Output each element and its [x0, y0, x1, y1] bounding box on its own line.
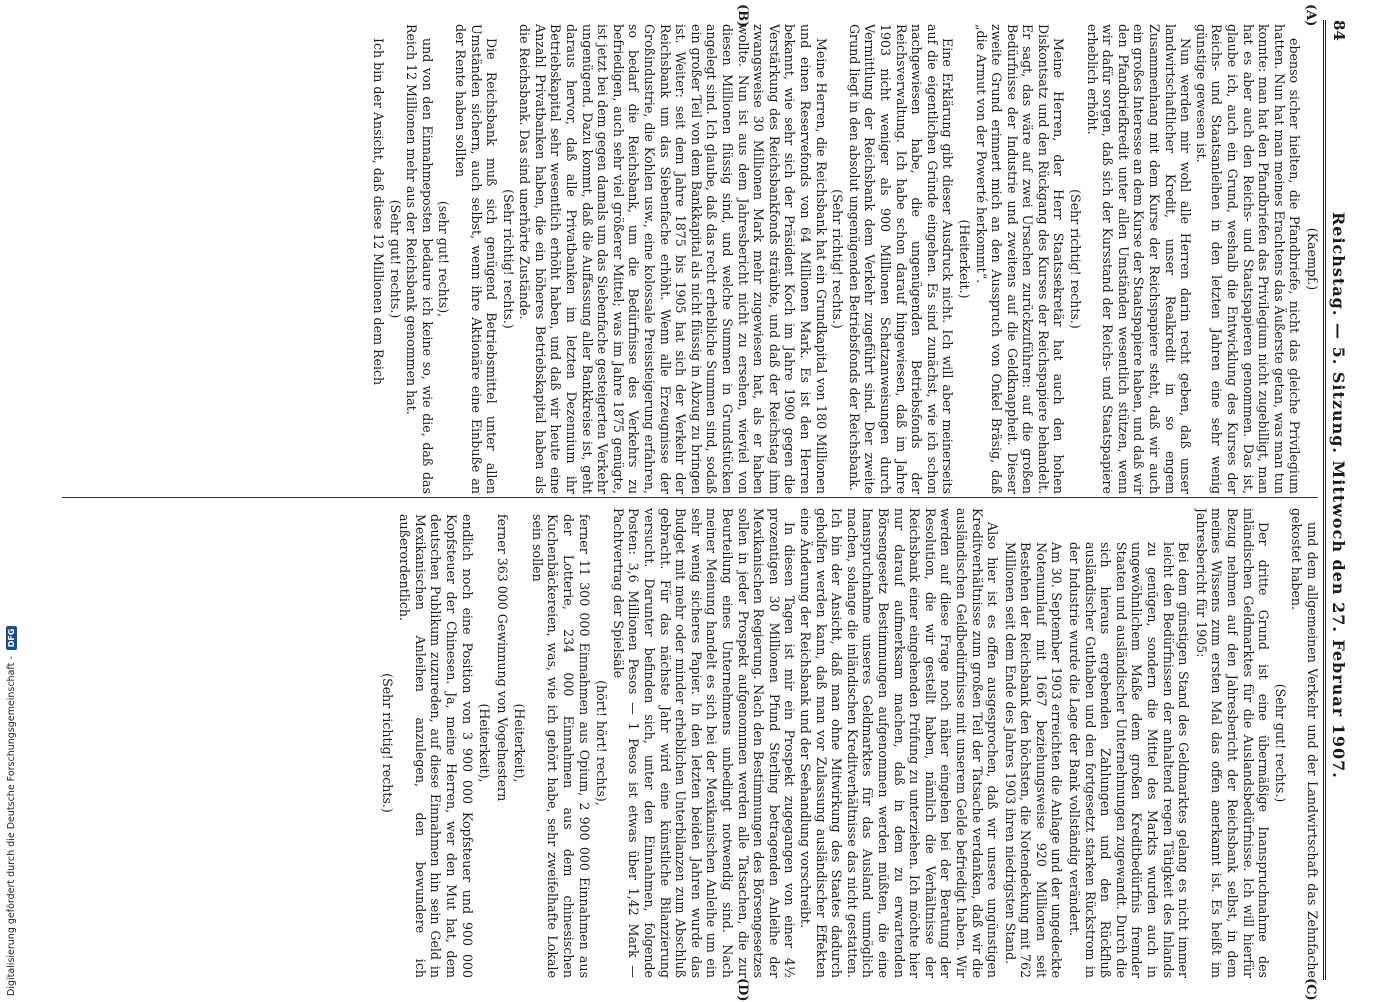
quoted-passage: Am 30. September 1903 erreichten die Anlage und der ungedeckte Notenumlauf mit 1667 beziehungsweise 920 Millionen seit Bestehen der Reichsbank den höchsten, die Notendeckung mit 762 Millionen seit dem Ende des Jahres 1903 ihren niedrigsten Stand.: [1002, 542, 1065, 978]
paragraph: Ich bin der Ansicht, daß diese 12 Millionen dem Reich: [370, 38, 386, 386]
quoted-passage: Bei dem günstigen Stand des Geldmarktes gelang es nicht immer leicht den Bedürfnissen der anhaltend regen Tätigkeit des Inlands zu genügen, sondern die Mittel des Markts wurden auch in ungewöhnlichem Maße dem großen Kreditbedürfnis fremder Staaten und ausländischer Unternehmungen zugewandt. Durch die sich hieraus ergebenden Zahlungen und den Rückfluß ausländischer Guthaben und den fortgesetzt starken Rückstrom in der Industrie wurde die Lage der Bank vollständig verändert.: [1067, 542, 1192, 978]
paragraph: und dem allgemeinen Verkehr und der Landwirtschaft das Zehnfache gekostet haben.: [1289, 508, 1320, 978]
column-divider: [62, 497, 1318, 498]
paragraph: und von den Einnahmeposten bedaure ich keine so, wie die, daß das Reich 12 Millionen mehr aus der Reichsbank genommen hat.: [404, 24, 435, 494]
interjection: (Heiterkeit),: [477, 703, 493, 783]
margin-mark-b: (B): [735, 4, 750, 28]
margin-mark-d: (D): [735, 978, 750, 1002]
paragraph: Der dritte Grund ist eine übermäßige Inanspruchnahme des inländischen Geldmarktes für die Auslandsbedürfnisse. Ich will hierfür Bezug nehmen auf den Jahresbericht der Reichsbank selbst, in dem meines Wissens zum ersten Mal das offen anerkannt ist. Es heißt im Jahresbericht für 1905:: [1193, 508, 1272, 978]
paragraph: ferner 363 000 Gewinnung von Vogelnestern: [494, 514, 510, 802]
interjection: (sehr gut! rechts),: [436, 200, 452, 318]
paragraph: ebenso sicher hielten, die Pfandbriefe, nicht das gleiche Privilegium hatten. Nun hat man meines Erachtens das Äußerste getan, was man tun konnte: man hat den Pfandbriefen das Privilegium nicht zugebilligt, man hat es aber auch den Reichs- und Staatspapieren genommen. Das ist, glaube ich, auch ein Grund, weshalb die Entwicklung des Kurses der Reichs- und Staatsanleihen in den letzten Jahren eine sehr wenig günstige gewesen ist.: [1193, 24, 1303, 494]
page-header: [1323, 20, 1352, 980]
interjection: (Sehr gut! rechts.): [387, 199, 403, 319]
interjection: (Sehr richtig! rechts.): [379, 673, 395, 813]
paragraph: endlich noch eine Position von 3 900 000 Kopfsteuer und 900 000 Kopfsteuer der Chinesen. Ja, meine Herren, wer den Mut hat, dem deutschen Publikum zuzureden, auf diese Einnahmen hin sein Geld in Mexikanischen Anleihen anzulegen, den bewundere ich außerordentlich.: [397, 514, 475, 978]
interjection: (Sehr richtig! rechts.): [830, 189, 846, 329]
interjection: (Heiterkeit),: [512, 703, 528, 783]
margin-mark-a: (A): [1303, 4, 1318, 27]
rotated-document-page: [48, 0, 1358, 1000]
paragraph: In diesen Tagen ist mir ein Prospekt zugegangen von einer 4½ prozentigen 30 Millionen Pfund Sterling betragenden Anleihe der Mexikanischen Regierung. Nach den Bestimmungen des Börsengesetzes sollen in jeder Prospekt aufgenommen werden alle Tatsachen, die zur Beurteilung eines Unternehmens unbedingt notwendig sind. Nach meiner Meinung handelt es sich bei der Mexikanischen Anleihe um ein sehr wenig sicheres Papier. In den letzten beiden Jahren wurde das Budget mit mehr oder minder erheblichen Unterbilanzen zum Abschluß gebracht. Für das nächste Jahr wird eine künstliche Bilanzierung versucht. Darunter befinden sich, unter den Einnahmen, folgende Posten: 3,6 Millionen Pesos — 1 Pesos ist etwas über 1,42 Mark — Pachtvertrag der Spielsäle: [610, 508, 798, 978]
right-column: [60, 508, 1320, 978]
paragraph: Eine Erklärung gibt dieser Ausdruck nicht. Ich will aber meinerseits auf die eigentlichen Gründe eingehen. Es sind zunächst, wie ich schon nachgewiesen habe, die ungenügenden Betriebsfonds der Reichsverwaltung. Ich habe schon darauf hingewiesen, daß im Jahre 1903 nicht weniger als 900 Millionen Schatzanweisungen durch Vermittlung der Reichsbank dem Verkehr zugeführt sind. Der zweite Grund liegt in den absolut ungenügenden Betriebsfonds der Reichsbank.: [846, 24, 956, 494]
dfg-logo: DFG: [6, 626, 17, 651]
page-number: 84: [1330, 20, 1348, 41]
interjection: (Heiterkeit.): [956, 219, 972, 299]
interjection: (Sehr richtig! rechts.): [1068, 189, 1084, 329]
paragraph: Also hier ist es offen ausgesprochen, daß wir unsere ungünstigen Kreditverhältnisse zum großen Teil der Tatsache verdanken, daß wir die ausländischen Geldbedürfnisse mit unserem Gelde befriedigt haben. Wir werden auf diese Frage noch näher eingehen bei der Beratung der Resolution, die wir gestellt haben, nämlich die Verhältnisse der Reichsbank einer eingehenden Prüfung zu unterziehen. Ich möchte hier nur darauf aufmerksam machen, daß in dem zu erwartenden Börsengesetz Bestimmungen aufgenommen werden müßten, die eine Inanspruchnahme unseres Geldmarktes für das Ausland unmöglich machen, solange die inländischen Kreditverhältnisse das nicht gestatten. Ich bin der Ansicht, daß man ohne Mitwirkung des Staates dadurch geholfen werden kann, daß man vor Zulassung ausländischer Effekten eine Änderung der Reichsbank und der Seehandlung vorschreibt.: [798, 508, 1001, 978]
interjection: (hört! hört! rechts),: [594, 680, 610, 806]
margin-mark-c: (C): [1303, 978, 1318, 1001]
paragraph: Nun werden mir wohl alle Herren darin recht geben, daß unser landwirtschaftlicher Kredit, unser Realkredit in so engem Zusammenhang mit dem Kurse der Reichspapiere steht, daß wir auch ein großes Interesse an dem Kurse der Staatspapiere haben, und daß wir den Pfandbriefkredit unter allen Umständen wesentlich stützen, wenn wir dafür sorgen, daß sich der Kursstand der Reichs- und Staatspapiere erheblich erhöht.: [1084, 24, 1194, 494]
paragraph: Die Reichsbank muß sich genügend Betriebsmittel unter allen Umständen sichern, auch selbst, wenn ihre Aktionäre eine Einbuße an der Rente haben sollten: [452, 24, 500, 494]
digitization-credit: [4, 0, 18, 996]
digitization-credit-text: Digitalisierung gefördert durch die Deutsche Forschungsgemeinschaft -: [5, 656, 17, 996]
interjection: (Sehr gut! rechts.): [1272, 683, 1288, 803]
left-column: [60, 24, 1320, 494]
paragraph: ferner 11 300 000 Einnahmen aus Opium, 2 900 000 Einnahmen aus der Lotterie, 234 000 Einnahmen aus dem chinesischen Kuchenbäckereien, was, wie ich gehört habe, sehr zweifelhafte Lokale sein sollen: [529, 514, 592, 978]
running-title: Reichstag. — 5. Sitzung. Mittwoch den 27. Februar 1907.: [1329, 211, 1349, 779]
paragraph: Meine Herren, der Herr Staatssekretär hat auch den hohen Diskontsatz und den Rückgang des Kurses der Reichspapiere behandelt. Er sagt, das wäre auf zwei Ursachen zurückzuführen: auf die großen Bedürfnisse der Industrie und zweitens auf die Geldknappheit. Dieser zweite Grund erinnert mich an den Ausspruch von Onkel Bräsig, daß „die Armut von der Powerté herkommt“.: [973, 24, 1067, 494]
paragraph: Meine Herren, die Reichsbank hat ein Grundkapital von 180 Millionen und einen Reservefonds von 64 Millionen Mark. Es ist den Herren bekannt, wie sehr sich der Präsident Koch im Jahre 1900 gegen die Verstärkung des Reichsbankfonds sträubte, und daß der Reichstag ihm zwangsweise 30 Millionen Mark mehr zugewiesen hat, als er haben wollte. Nun ist aus dem Jahresbericht nicht zu ersehen, wieviel von diesen Millionen flüssig sind, und welche Summen in Grundstücken angelegt sind. Ich glaube, daß das recht erhebliche Summen sind, sodaß ein großer Teil von dem Bankkapital als nicht flüssig in Abzug zu bringen ist. Weiter: seit dem Jahre 1875 bis 1905 hat sich der Verkehr der Reichsbank um das Siebenfache erhöht. Wenn alle Erzeugnisse der Großindustrie, die Kohlen usw., eine kolossale Preissteigerung erfahren, so bedarf die Reichsbank, um die Bedürfnisse des Verkehrs zu befriedigen, auch sehr viel größerer Mittel; was im Jahre 1875 genügte, ist jetzt bei dem gegen damals um das Siebenfache gesteigerten Verkehr ungenügend. Dazu kommt, daß die Auffassung aller Bankkreise ist, geht daraus hervor, daß alle Privatbanken im letzten Dezennium ihr Betriebskapital sehr wesentlich erhöht haben, und daß wir heute eine Anzahl Privatbanken haben, die ein höheres Betriebskapital haben als die Reichsbank. Das sind unerhörte Zustände.: [517, 24, 829, 494]
speaker-name: (Kaempf.): [1305, 227, 1320, 291]
interjection: (Sehr richtig! rechts.): [500, 189, 516, 329]
